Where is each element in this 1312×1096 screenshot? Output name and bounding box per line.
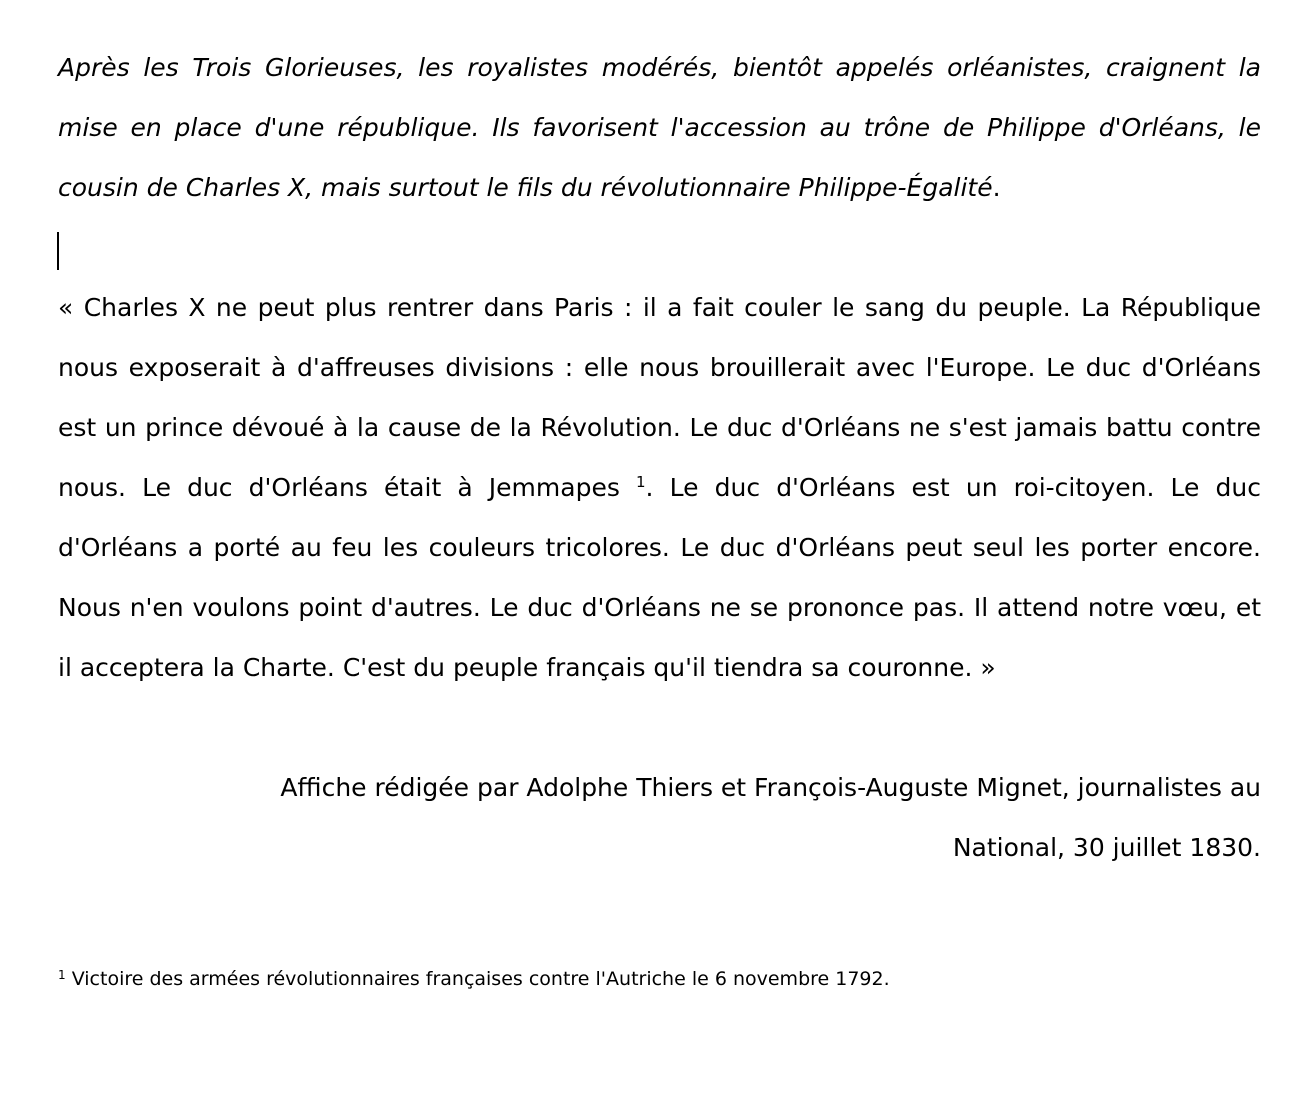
text-cursor	[57, 232, 59, 270]
footnote-text: Victoire des armées révolutionnaires françaises contre l'Autriche le 6 novembre 1792.	[71, 968, 890, 990]
attribution-paragraph[interactable]	[178, 758, 1261, 878]
quote-text-part2: . Le duc d'Orléans est un roi-citoyen. Le duc d'Orléans a porté au feu les couleurs tricolores. Le duc d'Orléans peut seul les porter encore. Nous n'en voulons point d'autres. Le duc d'Orléans ne se prononce pas. Il attend notre vœu, et il acceptera la Charte. C'est du peuple français qu'il tiendra sa couronne. »	[58, 473, 1261, 682]
quote-paragraph[interactable]	[58, 278, 1261, 698]
footnote-reference[interactable]: 1	[636, 473, 646, 491]
footnote-number: 1	[58, 968, 66, 982]
attribution-text: Affiche rédigée par Adolphe Thiers et François-Auguste Mignet, journalistes au National, 30 juillet 1830.	[280, 773, 1261, 862]
intro-text: Après les Trois Glorieuses, les royalistes modérés, bientôt appelés orléanistes, craignent la mise en place d'une république. Ils favorisent l'accession au trône de Philippe d'Orléans, le cousin de Charles X, mais surtout le fils du révolutionnaire Philippe-Égalité	[58, 53, 1261, 202]
quote-text-part1: « Charles X ne peut plus rentrer dans Paris : il a fait couler le sang du peuple. La République nous exposerait à d'affreuses divisions : elle nous brouillerait avec l'Europe. Le duc d'Orléans est un prince dévoué à la cause de la Révolution. Le duc d'Orléans ne s'est jamais battu contre nous. Le duc d'Orléans était à Jemmapes	[58, 293, 1261, 502]
footnote[interactable]	[58, 964, 1261, 994]
empty-line-with-cursor[interactable]	[58, 218, 1261, 278]
document-page[interactable]	[58, 38, 1261, 994]
intro-end-punct: .	[992, 173, 1001, 202]
intro-paragraph[interactable]	[58, 38, 1261, 218]
